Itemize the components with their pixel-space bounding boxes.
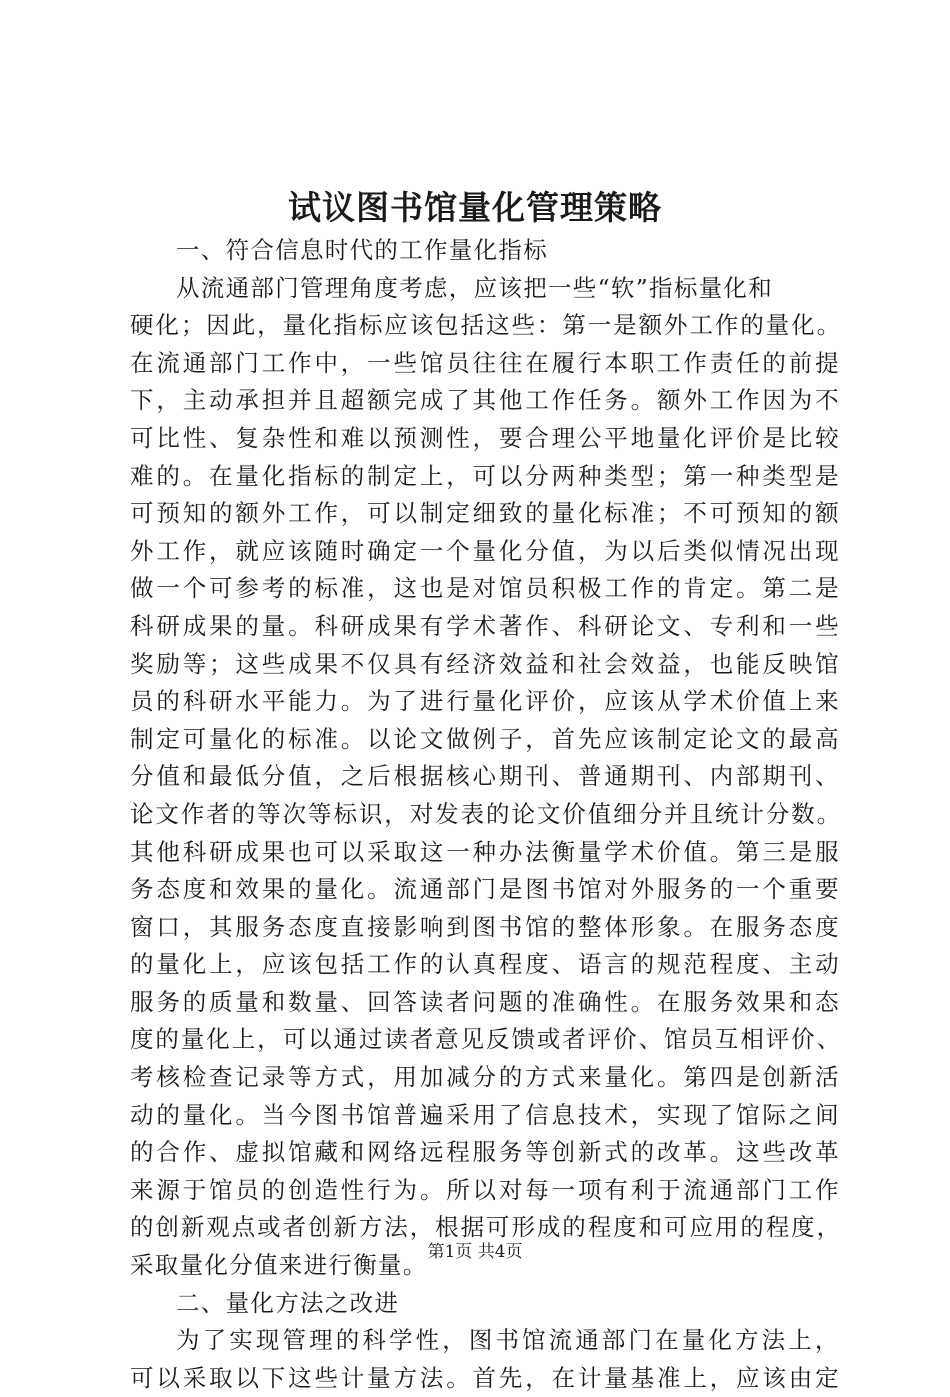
- text-line: 可比性、复杂性和难以预测性，要合理公平地量化评价是比较: [130, 423, 842, 452]
- text-line: 的合作、虚拟馆藏和网络远程服务等创新式的改革。这些改革: [130, 1138, 842, 1167]
- text-line: 的量化上，应该包括工作的认真程度、语言的规范程度、主动: [130, 950, 842, 979]
- page-footer: 第1页 共4页: [427, 1242, 523, 1262]
- text-line: 硬化；因此，量化指标应该包括这些：第一是额外工作的量化。: [130, 311, 842, 340]
- text-line: 一、符合信息时代的工作量化指标: [176, 236, 548, 264]
- text-line: 论文作者的等次等标识，对发表的论文价值细分并且统计分数。: [130, 799, 842, 828]
- text-line: 动的量化。当今图书馆普遍采用了信息技术，实现了馆际之间: [130, 1100, 842, 1129]
- text-line: 务态度和效果的量化。流通部门是图书馆对外服务的一个重要: [130, 875, 842, 904]
- text-line: 为了实现管理的科学性，图书馆流通部门在量化方法上，: [176, 1326, 842, 1355]
- text-line: 分值和最低分值，之后根据核心期刊、普通期刊、内部期刊、: [130, 762, 842, 791]
- text-line: 科研成果的量。科研成果有学术著作、科研论文、专利和一些: [130, 611, 842, 640]
- text-line: 的创新观点或者创新方法，根据可形成的程度和可应用的程度，: [130, 1213, 842, 1242]
- text-line: 从流通部门管理角度考虑，应该把一些“软”指标量化和: [176, 273, 774, 302]
- text-line: 外工作，就应该随时确定一个量化分值，为以后类似情况出现: [130, 536, 842, 565]
- text-line: 制定可量化的标准。以论文做例子，首先应该制定论文的最高: [130, 724, 842, 753]
- text-line: 二、量化方法之改进: [176, 1288, 400, 1317]
- text-line: 可预知的额外工作，可以制定细致的量化标准；不可预知的额: [130, 499, 842, 528]
- document-body: [130, 232, 842, 1397]
- text-line: 其他科研成果也可以采取这一种办法衡量学术价值。第三是服: [130, 837, 842, 866]
- document-title: 试议图书馆量化管理策略: [288, 188, 662, 227]
- text-line: 度的量化上，可以通过读者意见反馈或者评价、馆员互相评价、: [130, 1025, 842, 1054]
- text-line: 考核检查记录等方式，用加减分的方式来量化。第四是创新活: [130, 1063, 842, 1092]
- text-line: 可以采取以下这些计量方法。首先，在计量基准上，应该由定: [130, 1363, 842, 1392]
- text-line: 奖励等；这些成果不仅具有经济效益和社会效益，也能反映馆: [130, 649, 842, 678]
- text-line: 员的科研水平能力。为了进行量化评价，应该从学术价值上来: [130, 687, 842, 716]
- text-line: 采取量化分值来进行衡量。: [130, 1251, 428, 1280]
- text-line: 下，主动承担并且超额完成了其他工作任务。额外工作因为不: [130, 386, 842, 415]
- text-line: 服务的质量和数量、回答读者问题的准确性。在服务效果和态: [130, 987, 842, 1016]
- text-line: 来源于馆员的创造性行为。所以对每一项有利于流通部门工作: [130, 1175, 842, 1204]
- text-line: 在流通部门工作中，一些馆员往往在履行本职工作责任的前提: [130, 348, 842, 377]
- text-line: 做一个可参考的标准，这也是对馆员积极工作的肯定。第二是: [130, 574, 842, 603]
- text-line: 难的。在量化指标的制定上，可以分两种类型；第一种类型是: [130, 461, 842, 490]
- text-line: 窗口，其服务态度直接影响到图书馆的整体形象。在服务态度: [130, 912, 842, 941]
